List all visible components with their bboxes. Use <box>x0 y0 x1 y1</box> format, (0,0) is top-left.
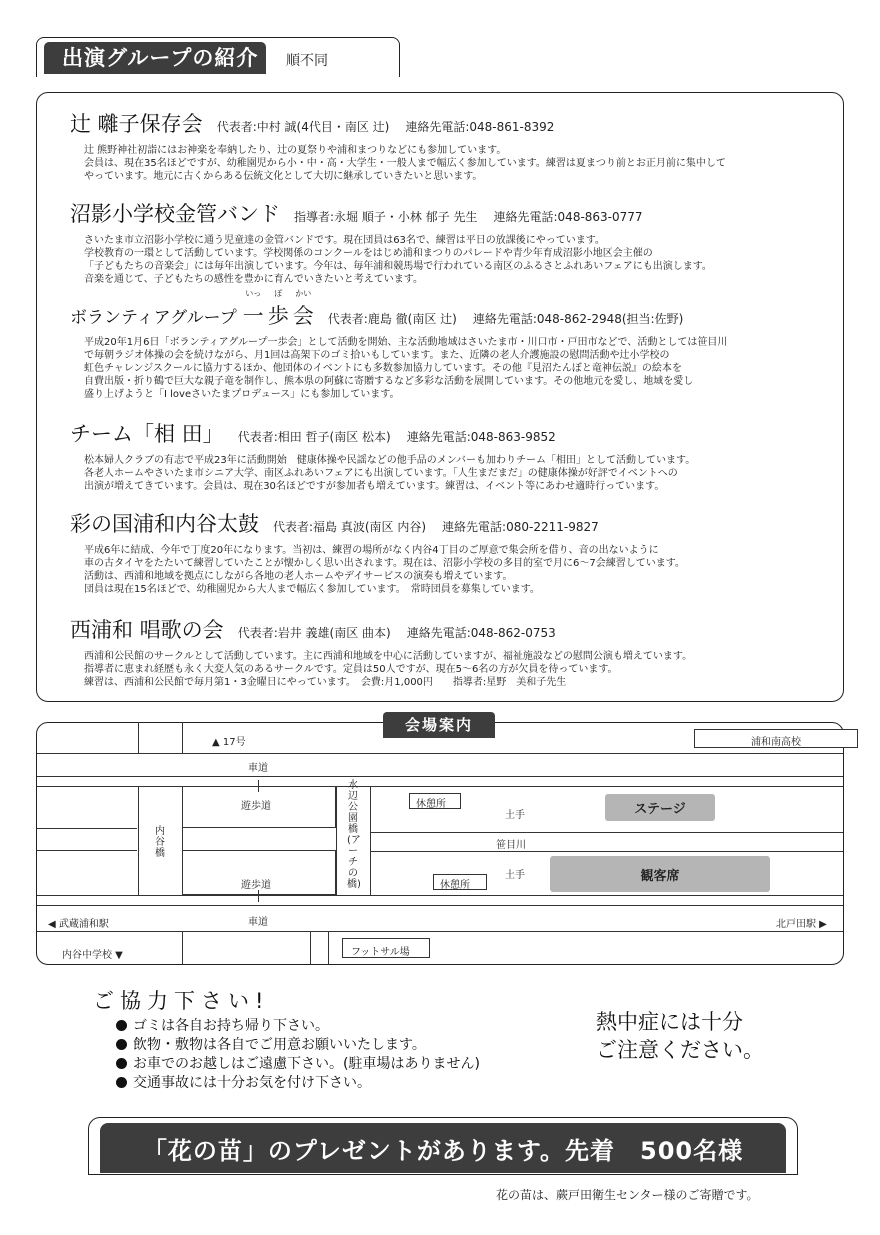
group-shoka <box>70 614 830 689</box>
group-aida <box>70 418 830 493</box>
bank-label-top: 土手 <box>505 810 525 821</box>
promenade-bottom <box>182 850 336 895</box>
group-name-char: いっ 一 <box>242 289 264 328</box>
group-description: さいたま市立沼影小学校に通う児童達の金管バンドです。現在団員は63名で、練習は平日の放課後にやっています。 学校教育の一環として活動しています。学校関係のコンクールをはじめ浦和まつりのパレードや青少年育成沼影小地区会主催の 「子どもたちの音楽会」には毎年出演しています。今年は、毎年浦和競馬場で行われている南区のふるさとふれあいフェアにも出演します。 音楽を通じて、子どもたちの感性を豊かに育んでいきたいと考えています。 <box>84 235 712 285</box>
uchiya-bridge-label: 内谷橋 <box>155 826 165 859</box>
group-name-char: かい 会 <box>292 289 314 328</box>
cooperation-title: ご協力下さい! <box>93 989 270 1013</box>
group-description: 辻 熊野神社初詣にはお神楽を奉納したり、辻の夏祭りや浦和まつりなどにも参加しています。 会員は、現在35名ほどですが、幼稚園児から小・中・高・大学生・一般人まで幅広く参加しています。練習は夏まつり前とお正月前に集中して やっています。地元に古くからある伝統文化として大切に継承していきたいと思います。 <box>84 145 726 182</box>
group-tel: 連絡先電話:048-861-8392 <box>405 120 555 134</box>
group-name-prefix: ボランティアグループ <box>70 308 237 328</box>
bank-label-bottom: 土手 <box>505 870 525 881</box>
route-17-label: ▲ 17号 <box>212 737 246 748</box>
group-rep: 指導者:永堀 順子・小林 郁子 先生 <box>294 210 478 224</box>
river-label: 笹目川 <box>496 840 526 851</box>
group-rep: 代表者:中村 誠(4代目・南区 辻) <box>216 120 390 134</box>
urawa-minami-label: 浦和南高校 <box>751 737 801 748</box>
group-tel: 連絡先電話:048-862-0753 <box>406 626 556 640</box>
group-tsuji <box>70 108 830 183</box>
present-banner: 「花の苗」のプレゼントがあります。先着 500名様 <box>100 1123 786 1173</box>
list-item: 飲物・敷物は各自でご用意お願いいたします。 <box>116 1036 480 1055</box>
group-rep: 代表者:鹿島 徹(南区 辻) <box>327 312 457 326</box>
group-numakage <box>70 198 830 286</box>
group-description: 松本婦人クラブの有志で平成23年に活動開始 健康体操や民謡などの他手品のメンバーも加わりチーム「相田」として活動しています。 各老人ホームやさいたま市シニア大学、南区ふれあいフェアにも出演しています。「人生まだまだ」の健康体操が好評でイベントへの 出演が増えてきています。会員は、現在30名ほどですが参加者も増えています。練習は、イベント等にあわせ適時行っています。 <box>84 455 696 492</box>
group-description: 西浦和公民館のサークルとして活動しています。主に西浦和地域を中心に活動していますが、福祉施設などの慰問公演も増えています。 指導者に恵まれ経歴も永く大変人気のあるサークルです。定員は50人ですが、現在5～6名の方が欠員を待っています。 練習は、西浦和公民館で毎月第1・3金曜日にやっています。 会費:月1,000円 指導者:星野 美和子先生 <box>84 651 693 688</box>
group-name: 彩の国浦和内谷太鼓 <box>70 512 259 536</box>
group-tel: 連絡先電話:048-863-0777 <box>493 210 643 224</box>
group-name: 西浦和 唱歌の会 <box>70 618 224 642</box>
group-name: 辻 囃子保存会 <box>70 112 203 136</box>
uchiya-jhs-label: 内谷中学校 ▼ <box>62 950 123 961</box>
order-note: 順不同 <box>286 53 328 69</box>
futsal-field: フットサル場 <box>342 938 430 958</box>
road-label-bottom: 車道 <box>248 917 268 928</box>
group-name: 沼影小学校金管バンド <box>70 202 280 226</box>
musashi-urawa-station: ◀ 武蔵浦和駅 <box>48 919 109 930</box>
urawa-minami-box <box>694 729 858 748</box>
cooperation-list <box>116 1017 480 1093</box>
group-rep: 代表者:福島 真波(南区 内谷) <box>273 520 427 534</box>
list-item: ゴミは各自お持ち帰り下さい。 <box>116 1017 480 1036</box>
stage: ステージ <box>605 794 715 821</box>
promenade-label: 遊歩道 <box>241 880 271 891</box>
group-description: 平成20年1月6日「ボランティアグループ一歩会」として活動を開始、主な活動地域はさいたま市・川口市・戸田市などで、活動としては笹目川 で毎朝ラジオ体操の会を続けながら、月1回は高架下のゴミ拾いもしています。また、近隣の老人介護施設の慰問活動や辻小学校の 虹色チャレンジスクールに協力するほか、他団体のイベントにも多数参加協力しています。その他『見沼たんぼと竜神伝説』の絵本を 自費出版・折り鶴で巨大な親子竜を制作し、熊本県の阿蘇に寄贈するなど多彩な活動を展開しています。その他地元を愛し、地域を愛し 盛り上げようと「I loveさいたまプロデュース」にも参加しています。 <box>84 337 728 400</box>
group-name: チーム「相 田」 <box>70 422 224 446</box>
group-rep: 代表者:相田 哲子(南区 松本) <box>237 430 391 444</box>
kitatoda-station: 北戸田駅 ▶ <box>776 919 827 930</box>
heatstroke-warning: 熱中症には十分 ご注意ください。 <box>596 1010 764 1062</box>
mizube-bridge-label: 水辺公園橋(アーチの橋) <box>347 780 361 890</box>
group-tel: 連絡先電話:048-863-9852 <box>406 430 556 444</box>
promenade-top <box>182 786 336 828</box>
promenade-label: 遊歩道 <box>241 801 271 812</box>
donation-note: 花の苗は、蕨戸田衛生センター様のご寄贈です。 <box>496 1188 759 1202</box>
rest-area-top: 休憩所 <box>409 793 461 809</box>
group-ippokai <box>70 289 830 401</box>
group-tel: 連絡先電話:048-862-2948(担当:佐野) <box>472 312 684 326</box>
list-item: 交通事故には十分お気を付け下さい。 <box>116 1074 480 1093</box>
audience-seating: 観客席 <box>550 856 770 892</box>
list-item: お車でのお越しはご遠慮下さい。(駐車場はありません) <box>116 1055 480 1074</box>
group-uchiya-taiko <box>70 508 830 596</box>
group-name-char: ぽ 歩 <box>267 289 289 328</box>
rest-area-bottom: 休憩所 <box>433 874 487 890</box>
road-label-top: 車道 <box>248 763 268 774</box>
map-title: 会場案内 <box>383 712 495 738</box>
group-tel: 連絡先電話:080-2211-9827 <box>442 520 599 534</box>
group-description: 平成6年に結成、今年で丁度20年になります。当初は、練習の場所がなく内谷4丁目のご厚意で集会所を借り、音の出ないように 車の古タイヤをたたいて練習していたことが懐かしく思い出されます。現在は、沼影小学校の多目的室で月に6～7会練習しています。 活動は、西浦和地域を拠点にしながら各地の老人ホームやデイサービスの演奏も増えています。 団員は現在15名ほどで、幼稚園児から大人まで幅広く参加しています。 常時団員を募集しています。 <box>84 545 685 595</box>
group-rep: 代表者:岩井 義雄(南区 曲本) <box>237 626 391 640</box>
section-title: 出演グループの紹介 <box>44 42 266 74</box>
